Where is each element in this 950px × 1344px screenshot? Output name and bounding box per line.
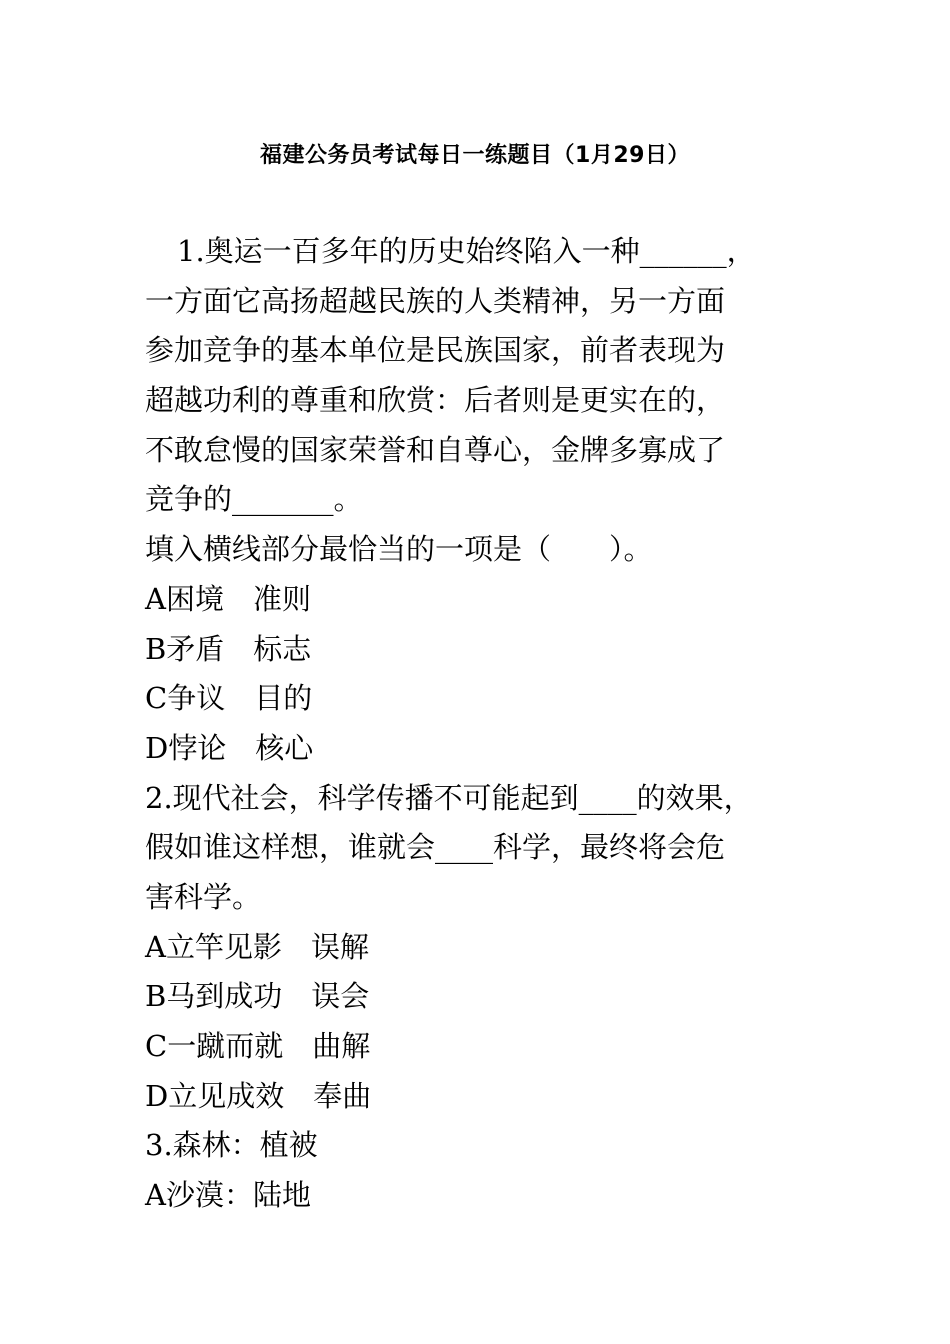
- q2-option-d: D立见成效 奉曲: [145, 1078, 372, 1113]
- q1-option-b: B矛盾 标志: [145, 631, 312, 666]
- document-body: [145, 227, 815, 1221]
- q1-stem-line: 参加竞争的基本单位是民族国家，前者表现为: [145, 333, 726, 368]
- q1-stem-line: 超越功利的尊重和欣赏：后者则是更实在的，: [145, 383, 726, 418]
- q2-stem-line: 假如谁这样想，谁就会____科学，最终将会危: [145, 830, 726, 865]
- q2-option-a: A立竿见影 误解: [145, 929, 369, 964]
- q1-option-a: A困境 准则: [145, 581, 311, 616]
- q1-option-c: C争议 目的: [145, 681, 313, 716]
- q3-option-a: A沙漠：陆地: [145, 1178, 311, 1213]
- q1-stem-line: 1.奥运一百多年的历史始终陷入一种______，: [177, 234, 756, 268]
- q1-stem-line: 一方面它高扬超越民族的人类精神，另一方面: [145, 283, 726, 318]
- q1-option-d: D悖论 核心: [145, 730, 314, 765]
- document-title: 福建公务员考试每日一练题目（1月29日）: [260, 143, 690, 168]
- q2-option-b: B马到成功 误会: [145, 979, 370, 1014]
- q2-stem-line: 害科学。: [145, 879, 262, 914]
- q1-stem-line: 竞争的_______。: [145, 482, 363, 517]
- q1-instruction: 填入横线部分最恰当的一项是（ ）。: [145, 532, 653, 567]
- q2-stem-line: 2.现代社会，科学传播不可能起到____的效果，: [145, 780, 753, 815]
- q1-stem-line: 不敢怠慢的国家荣誉和自尊心，金牌多寡成了: [145, 432, 726, 467]
- q2-option-c: C一蹴而就 曲解: [145, 1029, 371, 1063]
- q3-stem-line: 3.森林：植被: [145, 1128, 318, 1163]
